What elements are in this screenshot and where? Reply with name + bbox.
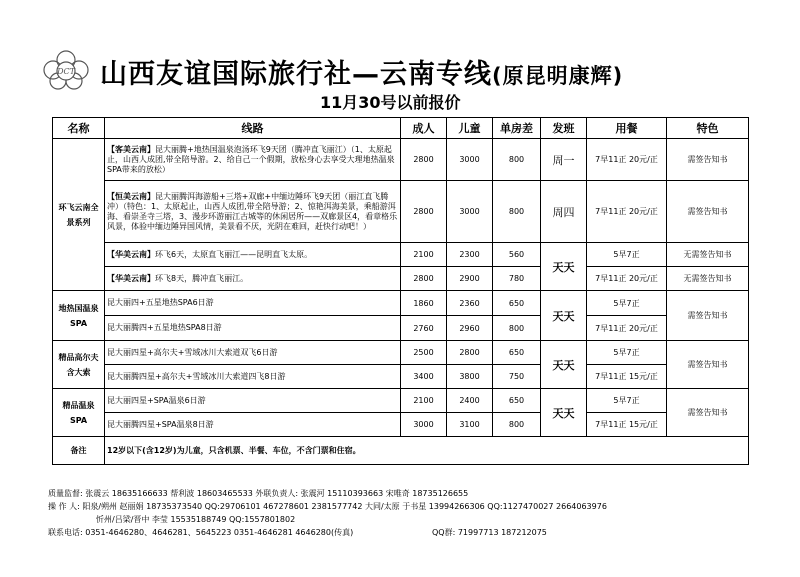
route-cell: 【恒美云南】昆大丽腾洱海游船+三塔+双廊+中缅边陲环飞9天团（丽江直飞腾冲）（特色：1、太原起止，山西人成团,带全陪导游；2、惊艳洱海美景，乘船游洱海、看崇圣寺三塔，3、漫步环游丽江古城等的休闲居所——双廊景区4，看章格乐风景，体验中缅边陲异国风情，美景看不厌，光阴在难回，赶快行动吧！）	[105, 181, 401, 243]
feature-cell: 需签告知书	[667, 181, 749, 243]
quality-supervision: 质量监督: 张震云 18635166633 帮利波 18603465533 外联负责人: 张震河 15110393663 宋唯奇 18735126655	[48, 489, 469, 498]
meal-cell: 5早7正	[587, 341, 667, 365]
adult-price: 2100	[401, 243, 447, 267]
feature-cell: 需签告知书	[667, 389, 749, 437]
quote-date: 11月30号以前报价	[320, 93, 461, 112]
meal-cell: 5早7正	[587, 291, 667, 316]
route-cell: 昆大丽腾四星+SPA温泉8日游	[105, 413, 401, 437]
group-name: 精品高尔夫含大索	[53, 341, 105, 389]
remark-label: 备注	[53, 437, 105, 465]
single-supplement: 650	[493, 341, 541, 365]
single-supplement: 800	[493, 181, 541, 243]
child-price: 2360	[447, 291, 493, 316]
col-header-name: 名称	[53, 118, 105, 139]
table-row	[53, 413, 749, 437]
child-price: 2300	[447, 243, 493, 267]
group-name: 地热国温泉SPA	[53, 291, 105, 341]
group-name: 精品温泉SPA	[53, 389, 105, 437]
adult-price: 2800	[401, 181, 447, 243]
table-row	[53, 316, 749, 341]
route-cell: 昆大丽腾四星+高尔夫+雪域冰川大索道四飞8日游	[105, 365, 401, 389]
col-header-single: 单房差	[493, 118, 541, 139]
child-price: 2960	[447, 316, 493, 341]
page-title: 山西友谊国际旅行社—云南专线(原昆明康辉)	[100, 59, 624, 90]
qq-groups: QQ群: 71997713 187212075	[432, 528, 547, 537]
single-supplement: 560	[493, 243, 541, 267]
child-price: 3100	[447, 413, 493, 437]
child-price: 2800	[447, 341, 493, 365]
departure: 天天	[541, 243, 587, 291]
route-cell: 昆大丽四+五星地热SPA6日游	[105, 291, 401, 316]
adult-price: 2800	[401, 267, 447, 291]
feature-cell: 需签告知书	[667, 341, 749, 389]
operators-2: 忻州/吕梁/晋中 李莹 15535188749 QQ:1557801802	[96, 515, 296, 524]
remark-row	[53, 437, 749, 465]
departure: 周四	[541, 181, 587, 243]
table-row	[53, 291, 749, 316]
route-cell: 【华美云南】环飞8天，腾冲直飞丽江。	[105, 267, 401, 291]
col-header-adult: 成人	[401, 118, 447, 139]
route-cell: 昆大丽四星+SPA温泉6日游	[105, 389, 401, 413]
adult-price: 2500	[401, 341, 447, 365]
single-supplement: 750	[493, 365, 541, 389]
child-price: 3800	[447, 365, 493, 389]
meal-cell: 5早7正	[587, 243, 667, 267]
feature-cell: 需签告知书	[667, 139, 749, 181]
meal-cell: 7早11正 20元/正	[587, 267, 667, 291]
contact-phone: 联系电话: 0351-4646280、4646281、5645223 0351-4646281 4646280(传真)	[48, 528, 354, 537]
table-row	[53, 181, 749, 243]
single-supplement: 650	[493, 291, 541, 316]
child-price: 3000	[447, 139, 493, 181]
table-header-row	[53, 118, 749, 139]
title-note: (原昆明康辉)	[492, 64, 624, 88]
meal-cell: 7早11正 20元/正	[587, 139, 667, 181]
single-supplement: 800	[493, 316, 541, 341]
col-header-route: 线路	[105, 118, 401, 139]
col-header-feature: 特色	[667, 118, 749, 139]
meal-cell: 7早11正 15元/正	[587, 365, 667, 389]
col-header-depart: 发班	[541, 118, 587, 139]
meal-cell: 7早11正 15元/正	[587, 413, 667, 437]
adult-price: 1860	[401, 291, 447, 316]
logo-text: DCT	[57, 67, 75, 76]
col-header-child: 儿童	[447, 118, 493, 139]
feature-cell: 无需签告知书	[667, 243, 749, 267]
route-cell: 昆大丽四星+高尔夫+雪域冰川大索道双飞6日游	[105, 341, 401, 365]
single-supplement: 780	[493, 267, 541, 291]
departure: 天天	[541, 389, 587, 437]
group-name: 环飞云南全景系列	[53, 139, 105, 291]
meal-cell: 7早11正 20元/正	[587, 316, 667, 341]
departure: 天天	[541, 341, 587, 389]
agency-logo	[38, 50, 94, 90]
route-cell: 【客美云南】昆大丽腾+地热国温泉泡汤环飞9天团（腾冲直飞丽江）（1、太原起止，山西人成团,带全陪导游。2、给自己一个假期，放松身心去享受大理地热温泉SPA带来的放松）	[105, 139, 401, 181]
single-supplement: 800	[493, 139, 541, 181]
table-row	[53, 389, 749, 413]
table-row	[53, 365, 749, 389]
meal-cell: 5早7正	[587, 389, 667, 413]
table-row	[53, 139, 749, 181]
adult-price: 3000	[401, 413, 447, 437]
adult-price: 3400	[401, 365, 447, 389]
child-price: 3000	[447, 181, 493, 243]
adult-price: 2800	[401, 139, 447, 181]
feature-cell: 无需签告知书	[667, 267, 749, 291]
table-row	[53, 341, 749, 365]
meal-cell: 7早11正 20元/正	[587, 181, 667, 243]
child-price: 2900	[447, 267, 493, 291]
adult-price: 2760	[401, 316, 447, 341]
route-cell: 昆大丽腾四+五星地热SPA8日游	[105, 316, 401, 341]
single-supplement: 800	[493, 413, 541, 437]
single-supplement: 650	[493, 389, 541, 413]
departure: 周一	[541, 139, 587, 181]
route-cell: 【华美云南】环飞6天，太原直飞丽江——昆明直飞太原。	[105, 243, 401, 267]
feature-cell: 需签告知书	[667, 291, 749, 341]
table-row	[53, 243, 749, 267]
adult-price: 2100	[401, 389, 447, 413]
child-price: 2400	[447, 389, 493, 413]
col-header-meal: 用餐	[587, 118, 667, 139]
departure: 天天	[541, 291, 587, 341]
tour-price-table	[52, 117, 749, 465]
table-row	[53, 267, 749, 291]
operators: 操 作 人: 阳泉/朔州 赵丽娟 18735373540 QQ:29706101 467278601 2381577742 大同/太原 于书星 13994266306 QQ:1127470027 2664063976	[48, 502, 607, 511]
remark-text: 12岁以下(含12岁)为儿童，只含机票、半餐、车位，不含门票和住宿。	[105, 437, 749, 465]
